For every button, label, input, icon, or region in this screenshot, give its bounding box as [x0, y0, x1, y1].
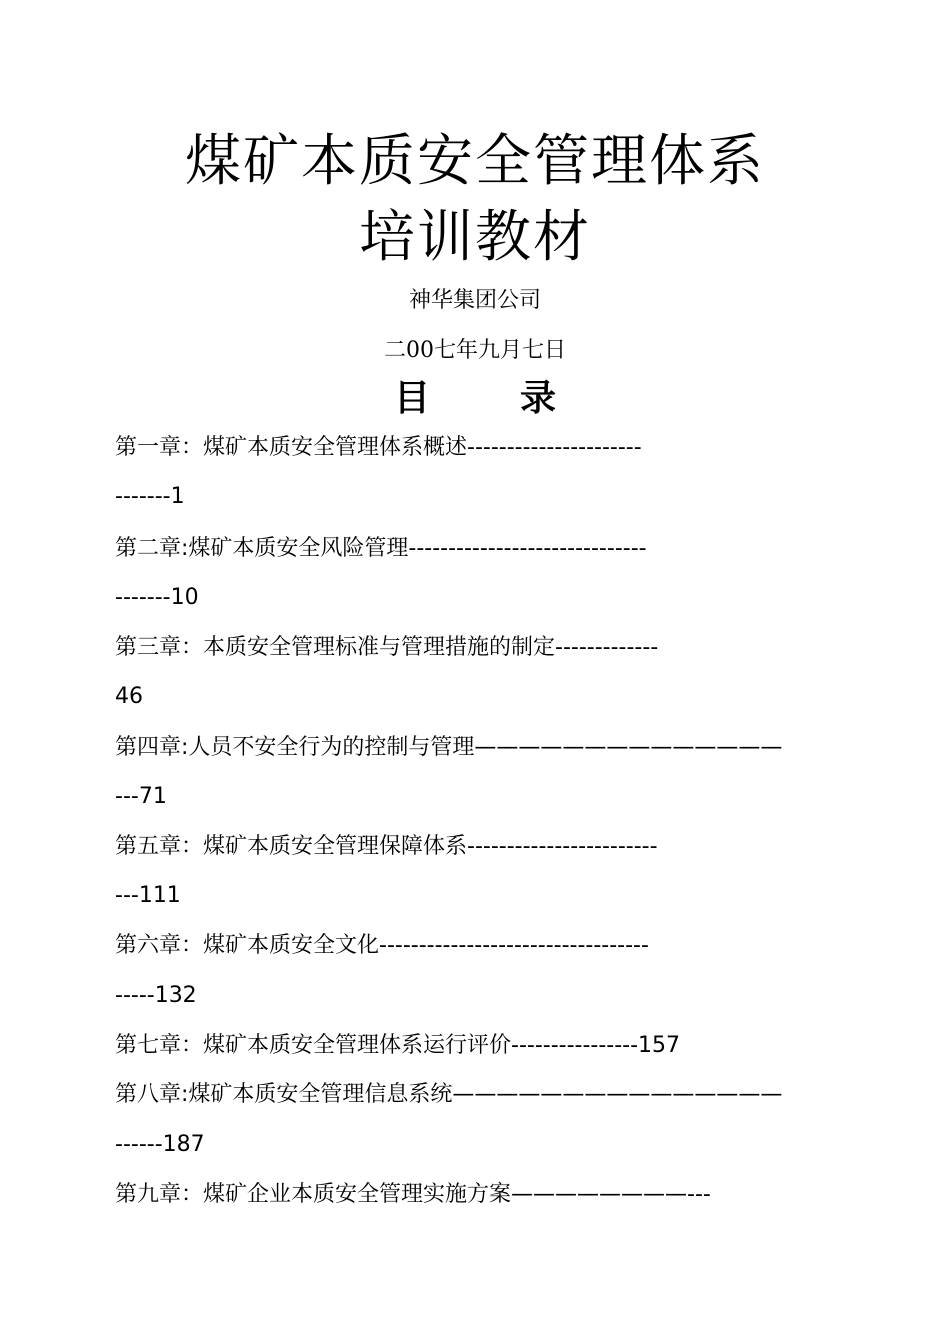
toc-entry-8: 第八章:煤矿本质安全管理信息系统——————————————— — [115, 1082, 783, 1107]
document-title-line-1: 煤矿本质安全管理体系 — [185, 129, 765, 194]
toc-entry-6-page: -----132 — [115, 983, 197, 1008]
company-name: 神华集团公司 — [408, 288, 541, 313]
toc-entry-3-page: 46 — [115, 684, 143, 709]
toc-entry-6: 第六章：煤矿本质安全文化---------------------------------- — [115, 933, 649, 958]
toc-entry-2: 第二章:煤矿本质安全风险管理------------------------------ — [115, 536, 647, 561]
toc-entry-5: 第五章：煤矿本质安全管理保障体系------------------------ — [115, 834, 658, 859]
toc-entry-5-page: ---111 — [115, 883, 181, 908]
toc-entry-9: 第九章：煤矿企业本质安全管理实施方案————————--- — [115, 1182, 711, 1207]
toc-heading: 目录 — [393, 378, 646, 419]
toc-entry-4: 第四章:人员不安全行为的控制与管理—————————————— — [115, 735, 783, 760]
toc-entry-2-page: -------10 — [115, 585, 199, 610]
toc-entry-4-page: ---71 — [115, 784, 167, 809]
toc-entry-8-page: ------187 — [115, 1132, 205, 1157]
toc-entry-1: 第一章：煤矿本质安全管理体系概述---------------------- — [115, 435, 642, 460]
toc-entry-7: 第七章：煤矿本质安全管理体系运行评价----------------157 — [115, 1033, 681, 1058]
document-title-line-2: 培训教材 — [359, 205, 591, 270]
document-date: 二00七年九月七日 — [384, 338, 566, 363]
toc-entry-3: 第三章：本质安全管理标准与管理措施的制定------------- — [115, 635, 659, 660]
toc-entry-1-page: -------1 — [115, 484, 185, 509]
